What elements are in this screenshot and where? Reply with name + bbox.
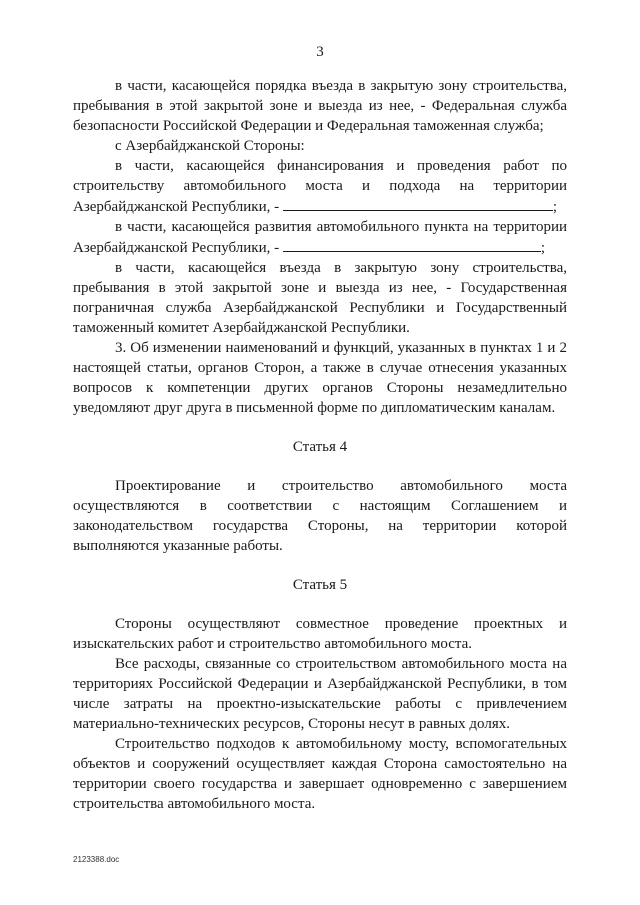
paragraph-azerbaijan-side: с Азербайджанской Стороны: <box>115 138 305 154</box>
fill-in-blank-line <box>283 196 553 211</box>
paragraph-road-checkpoint <box>73 217 567 258</box>
article-5-paragraph-2: Все расходы, связанные со строительством автомобильного моста на территориях Российской Федерации и Азербайджанской Республики, в том числе затраты на проектно-изыскательские работы с привлечением материально-технических ресурсов, Стороны несут в равных долях. <box>73 656 567 732</box>
article-4-heading: Статья 4 <box>292 439 348 455</box>
paragraph-checkpoint-text: в части, касающейся развития автомобильного пункта на территории Азербайджанской Республики, - <box>73 219 567 256</box>
paragraph-entry-closed-zone-russia: в части, касающейся порядка въезда в закрытую зону строительства, пребывания в этой закрытой зоне и выезда из нее, - Федеральная служба безопасности Российской Федерации и Федеральная таможенная служба; <box>73 78 567 134</box>
paragraph-entry-closed-zone-azerbaijan: в части, касающейся въезда в закрытую зону строительства, пребывания в этой закрытой зоне и выезда из нее, - Государственная пограничная служба Азербайджанской Республики и Государственный таможенный комитет Азербайджанской Республики. <box>73 260 567 336</box>
paragraph-item-3: 3. Об изменении наименований и функций, указанных в пунктах 1 и 2 настоящей статьи, органов Сторон, а также в случае отнесения указанных вопросов к компетенции других органов Стороны незамедлительно уведомляют друг друга в письменной форме по дипломатическим каналам. <box>73 340 567 416</box>
paragraph-financing-text: в части, касающейся финансирования и проведения работ по строительству автомобильного моста и подхода на территории Азербайджанской Республики, - <box>73 158 567 215</box>
footer-filename: 2123388.doc <box>73 855 120 864</box>
article-5-paragraph-1: Стороны осуществляют совместное проведение проектных и изыскательских работ и строительство автомобильного моста. <box>73 616 567 652</box>
article-5-paragraph-3: Строительство подходов к автомобильному мосту, вспомогательных объектов и сооружений осуществляет каждая Сторона самостоятельно на территории своего государства и завершает одновременно с завершением строительства автомобильного моста. <box>73 736 567 812</box>
paragraph-financing-bridge <box>73 156 567 217</box>
article-4-paragraph: Проектирование и строительство автомобильного моста осуществляются в соответствии с настоящим Соглашением и законодательством государства Стороны, на территории которой выполняются указанные работы. <box>73 478 567 554</box>
article-5-heading: Статья 5 <box>292 577 348 593</box>
paragraph-checkpoint-end: ; <box>540 240 546 256</box>
document-body <box>73 76 567 814</box>
page-number: 3 <box>316 44 324 60</box>
paragraph-financing-end: ; <box>552 199 558 215</box>
fill-in-blank-line <box>283 237 541 252</box>
